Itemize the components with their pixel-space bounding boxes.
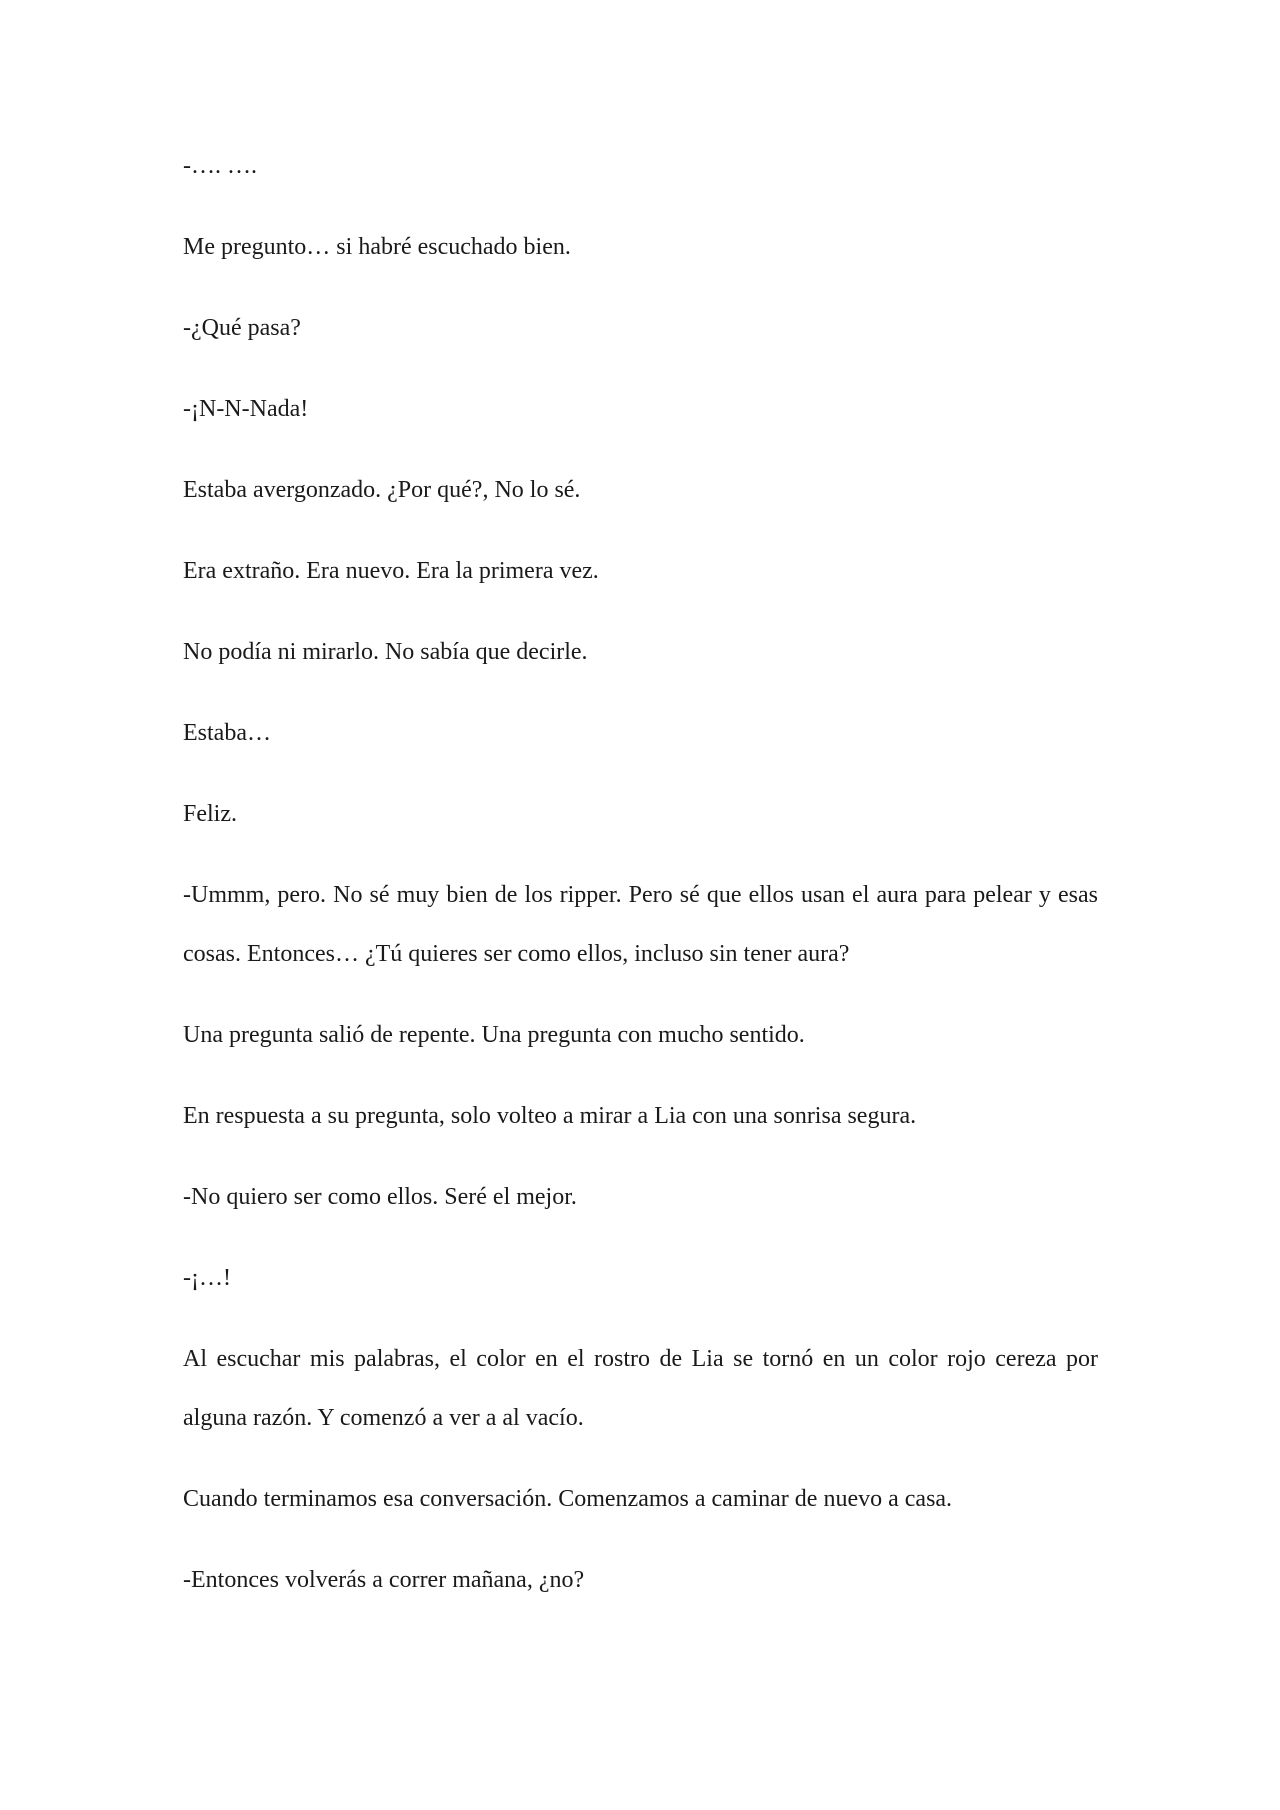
paragraph: Al escuchar mis palabras, el color en el rostro de Lia se tornó en un color rojo cereza por alguna razón. Y comenzó a ver a al vacío. <box>183 1346 1098 1431</box>
paragraph: Me pregunto… si habré escuchado bien. <box>183 234 571 260</box>
paragraph: Feliz. <box>183 801 237 827</box>
paragraph: En respuesta a su pregunta, solo volteo a mirar a Lia con una sonrisa segura. <box>183 1103 917 1129</box>
paragraph: -Ummm, pero. No sé muy bien de los ripper. Pero sé que ellos usan el aura para pelear y esas cosas. Entonces… ¿Tú quieres ser como ellos, incluso sin tener aura? <box>183 882 1098 967</box>
paragraph: -…. …. <box>183 153 257 179</box>
paragraph: -¡N-N-Nada! <box>183 396 309 422</box>
paragraph: -¡…! <box>183 1265 231 1291</box>
paragraph: -No quiero ser como ellos. Seré el mejor. <box>183 1184 577 1210</box>
paragraph: -¿Qué pasa? <box>183 315 301 341</box>
paragraph: -Entonces volverás a correr mañana, ¿no? <box>183 1567 585 1593</box>
paragraph: Cuando terminamos esa conversación. Comenzamos a caminar de nuevo a casa. <box>183 1486 953 1512</box>
paragraph: Estaba avergonzado. ¿Por qué?, No lo sé. <box>183 477 581 503</box>
paragraph: Estaba… <box>183 720 271 746</box>
text-body <box>183 150 1098 1645</box>
paragraph: Una pregunta salió de repente. Una pregunta con mucho sentido. <box>183 1022 805 1048</box>
paragraph: Era extraño. Era nuevo. Era la primera vez. <box>183 558 599 584</box>
paragraph: No podía ni mirarlo. No sabía que decirle. <box>183 639 588 665</box>
